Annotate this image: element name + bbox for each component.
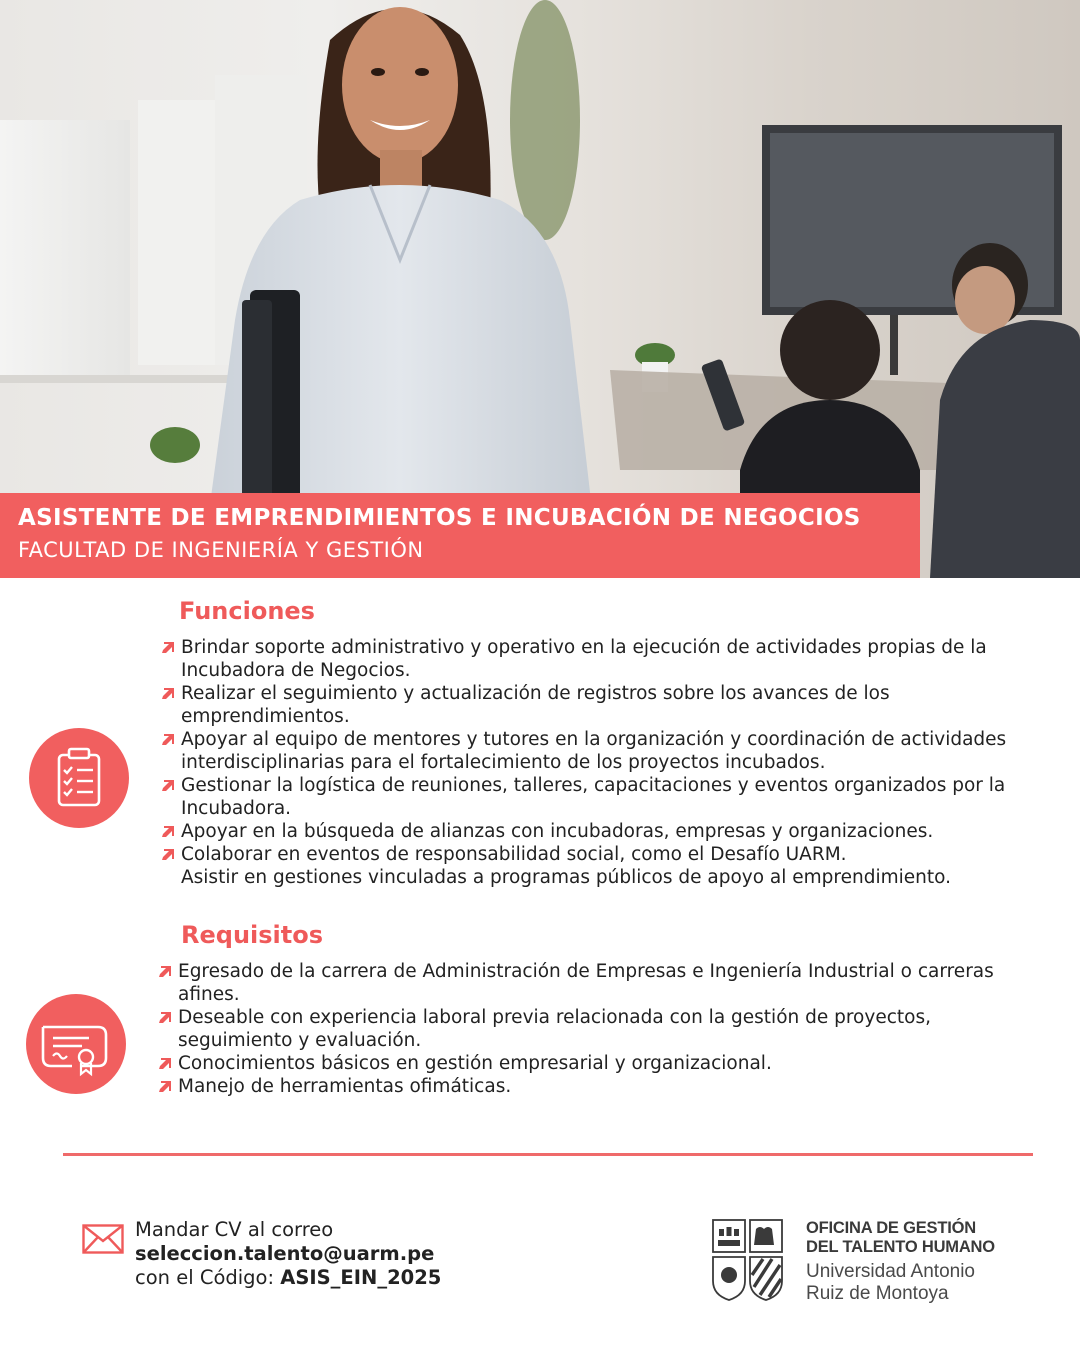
hero-illustration [0,0,1080,578]
contact-block [135,1218,441,1290]
funciones-item [161,774,1041,820]
office-name-line2: DEL TALENTO HUMANO [806,1238,995,1256]
requisitos-item [158,1052,1038,1075]
contact-code: ASIS_EIN_2025 [280,1266,442,1289]
contact-email-link[interactable]: seleccion.talento@uarm.pe [135,1242,435,1265]
certificate-icon [26,994,126,1094]
arrow-bullet-icon [161,848,174,861]
funciones-item [161,682,1041,728]
contact-code-label: con el Código: [135,1266,281,1289]
envelope-icon [82,1224,124,1254]
funciones-item [161,636,1041,682]
requisitos-item-line: seguimiento y evaluación. [178,1030,422,1051]
arrow-bullet-icon [158,965,171,978]
funciones-item-line: emprendimientos. [181,706,350,727]
university-name-line2: Ruiz de Montoya [806,1283,949,1304]
funciones-item-line: Apoyar al equipo de mentores y tutores en la organización y coordinación de actividades [181,729,1007,750]
requisitos-list [158,960,1038,1098]
funciones-item-line: Colaborar en eventos de responsabilidad social, como el Desafío UARM. [181,844,847,865]
arrow-bullet-icon [158,1011,171,1024]
requisitos-item-line: Conocimientos básicos en gestión empresarial y organizacional. [178,1053,772,1074]
arrow-bullet-icon [161,779,174,792]
university-name-line1: Universidad Antonio [806,1261,975,1282]
requisitos-item-line: afines. [178,984,240,1005]
arrow-bullet-icon [161,641,174,654]
requisitos-heading: Requisitos [181,921,324,949]
requisitos-item [158,1006,1038,1052]
arrow-bullet-icon [161,687,174,700]
funciones-item [161,843,1041,889]
funciones-item-line: Brindar soporte administrativo y operativo en la ejecución de actividades propias de la [181,637,987,658]
university-crest-icon [712,1219,784,1301]
funciones-item-line: Incubadora de Negocios. [181,660,411,681]
funciones-item [161,728,1041,774]
arrow-bullet-icon [158,1080,171,1093]
clipboard-checklist-icon [29,728,129,828]
arrow-bullet-icon [161,733,174,746]
funciones-item-line: Asistir en gestiones vinculadas a programas públicos de apoyo al emprendimiento. [181,867,952,888]
arrow-bullet-icon [161,825,174,838]
faculty-subtitle: FACULTAD DE INGENIERÍA Y GESTIÓN [18,538,424,562]
contact-instruction: Mandar CV al correo [135,1218,334,1241]
funciones-heading: Funciones [179,597,315,625]
office-logo-text [806,1219,995,1305]
office-name-line1: OFICINA DE GESTIÓN [806,1219,976,1237]
funciones-item-line: Apoyar en la búsqueda de alianzas con incubadoras, empresas y organizaciones. [181,821,934,842]
funciones-item-line: Incubadora. [181,798,292,819]
hero-photo [0,0,1080,578]
funciones-item-line: interdisciplinarias para el fortalecimiento de los proyectos incubados. [181,752,826,773]
requisitos-item [158,1075,1038,1098]
job-title: ASISTENTE DE EMPRENDIMIENTOS E INCUBACIÓN DE NEGOCIOS [18,505,861,531]
requisitos-item-line: Deseable con experiencia laboral previa relacionada con la gestión de proyectos, [178,1007,931,1028]
requisitos-item-line: Manejo de herramientas ofimáticas. [178,1076,512,1097]
funciones-item-line: Realizar el seguimiento y actualización de registros sobre los avances de los [181,683,890,704]
section-divider [63,1153,1033,1156]
funciones-list [161,636,1041,889]
requisitos-item-line: Egresado de la carrera de Administración de Empresas e Ingeniería Industrial o carreras [178,961,994,982]
funciones-item-line: Gestionar la logística de reuniones, talleres, capacitaciones y eventos organizados por la [181,775,1006,796]
arrow-bullet-icon [158,1057,171,1070]
funciones-item [161,820,1041,843]
requisitos-item [158,960,1038,1006]
